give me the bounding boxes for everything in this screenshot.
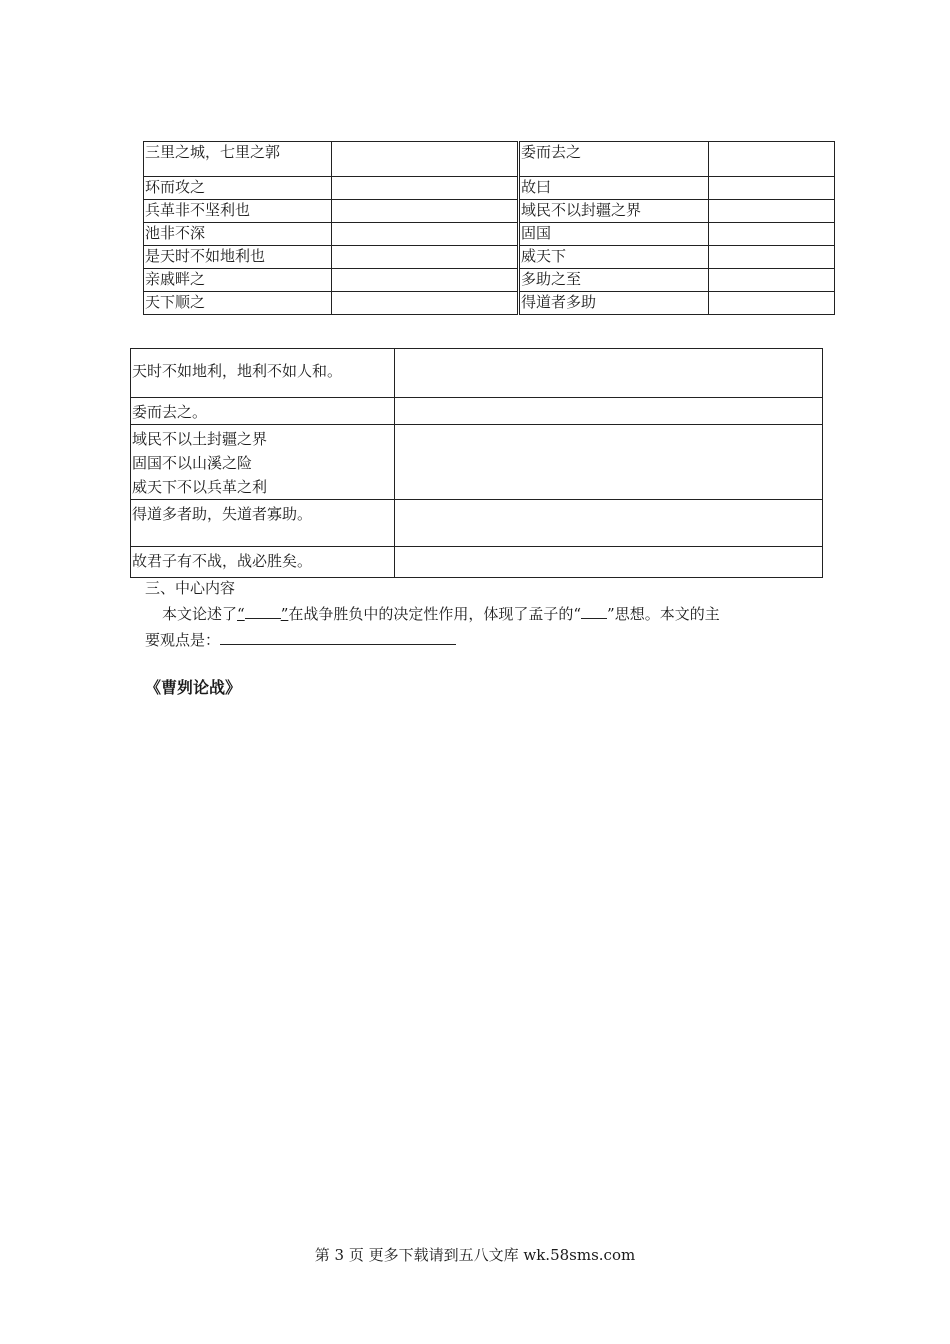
phrase-cell: 天下顺之 xyxy=(144,292,332,315)
next-lesson-title: 《曹刿论战》 xyxy=(145,678,242,697)
phrase-cell: 三里之城，七里之郭 xyxy=(144,142,332,177)
answer-cell[interactable] xyxy=(332,142,519,177)
table-row xyxy=(144,246,835,269)
sentence-cell: 得道多者助，失道者寡助。 xyxy=(131,500,395,547)
answer-cell[interactable] xyxy=(332,246,519,269)
phrase-cell: 域民不以封疆之界 xyxy=(519,200,709,223)
central-content-paragraph: 本文论述了“ ”在战争胜负中的决定性作用，体现了孟子的“ ”思想。本文的主 xyxy=(162,602,720,626)
table-row xyxy=(144,269,835,292)
translation-cell[interactable] xyxy=(395,349,823,398)
phrase-cell: 固国 xyxy=(519,223,709,246)
sentence-cell: 域民不以土封疆之界 固国不以山溪之险 威天下不以兵革之利 xyxy=(131,425,395,500)
phrase-cell: 委而去之 xyxy=(519,142,709,177)
translation-cell[interactable] xyxy=(395,425,823,500)
answer-cell[interactable] xyxy=(709,177,835,200)
table-row xyxy=(144,200,835,223)
phrase-cell: 多助之至 xyxy=(519,269,709,292)
section-heading: 三、中心内容 xyxy=(145,579,236,597)
table-row xyxy=(131,547,823,578)
answer-cell[interactable] xyxy=(709,223,835,246)
answer-cell[interactable] xyxy=(709,269,835,292)
answer-cell[interactable] xyxy=(709,246,835,269)
vocabulary-table xyxy=(143,141,835,315)
translation-cell[interactable] xyxy=(395,500,823,547)
phrase-cell: 威天下 xyxy=(519,246,709,269)
answer-cell[interactable] xyxy=(332,269,519,292)
phrase-cell: 环而攻之 xyxy=(144,177,332,200)
answer-cell[interactable] xyxy=(332,223,519,246)
phrase-cell: 故曰 xyxy=(519,177,709,200)
main-point-line: 要观点是： xyxy=(145,628,456,652)
translation-table xyxy=(130,348,823,578)
page-footer: 第 3 页 更多下载请到五八文库 wk.58sms.com xyxy=(314,1246,636,1264)
table-row xyxy=(144,177,835,200)
table-row xyxy=(144,292,835,315)
answer-cell[interactable] xyxy=(709,200,835,223)
answer-cell[interactable] xyxy=(332,177,519,200)
table-row xyxy=(131,349,823,398)
fill-blank[interactable] xyxy=(220,628,456,645)
fill-blank[interactable] xyxy=(581,602,607,619)
phrase-cell: 亲戚畔之 xyxy=(144,269,332,292)
sentence-cell: 委而去之。 xyxy=(131,398,395,425)
table-row xyxy=(144,223,835,246)
phrase-cell: 得道者多助 xyxy=(519,292,709,315)
phrase-cell: 池非不深 xyxy=(144,223,332,246)
table-row xyxy=(144,142,835,177)
phrase-cell: 兵革非不坚利也 xyxy=(144,200,332,223)
translation-cell[interactable] xyxy=(395,398,823,425)
sentence-cell: 天时不如地利，地利不如人和。 xyxy=(131,349,395,398)
fill-blank[interactable] xyxy=(245,602,281,619)
phrase-cell: 是天时不如地利也 xyxy=(144,246,332,269)
answer-cell[interactable] xyxy=(709,292,835,315)
sentence-cell: 故君子有不战，战必胜矣。 xyxy=(131,547,395,578)
answer-cell[interactable] xyxy=(332,292,519,315)
table-row xyxy=(131,425,823,500)
table-row xyxy=(131,398,823,425)
answer-cell[interactable] xyxy=(332,200,519,223)
answer-cell[interactable] xyxy=(709,142,835,177)
table-row xyxy=(131,500,823,547)
translation-cell[interactable] xyxy=(395,547,823,578)
